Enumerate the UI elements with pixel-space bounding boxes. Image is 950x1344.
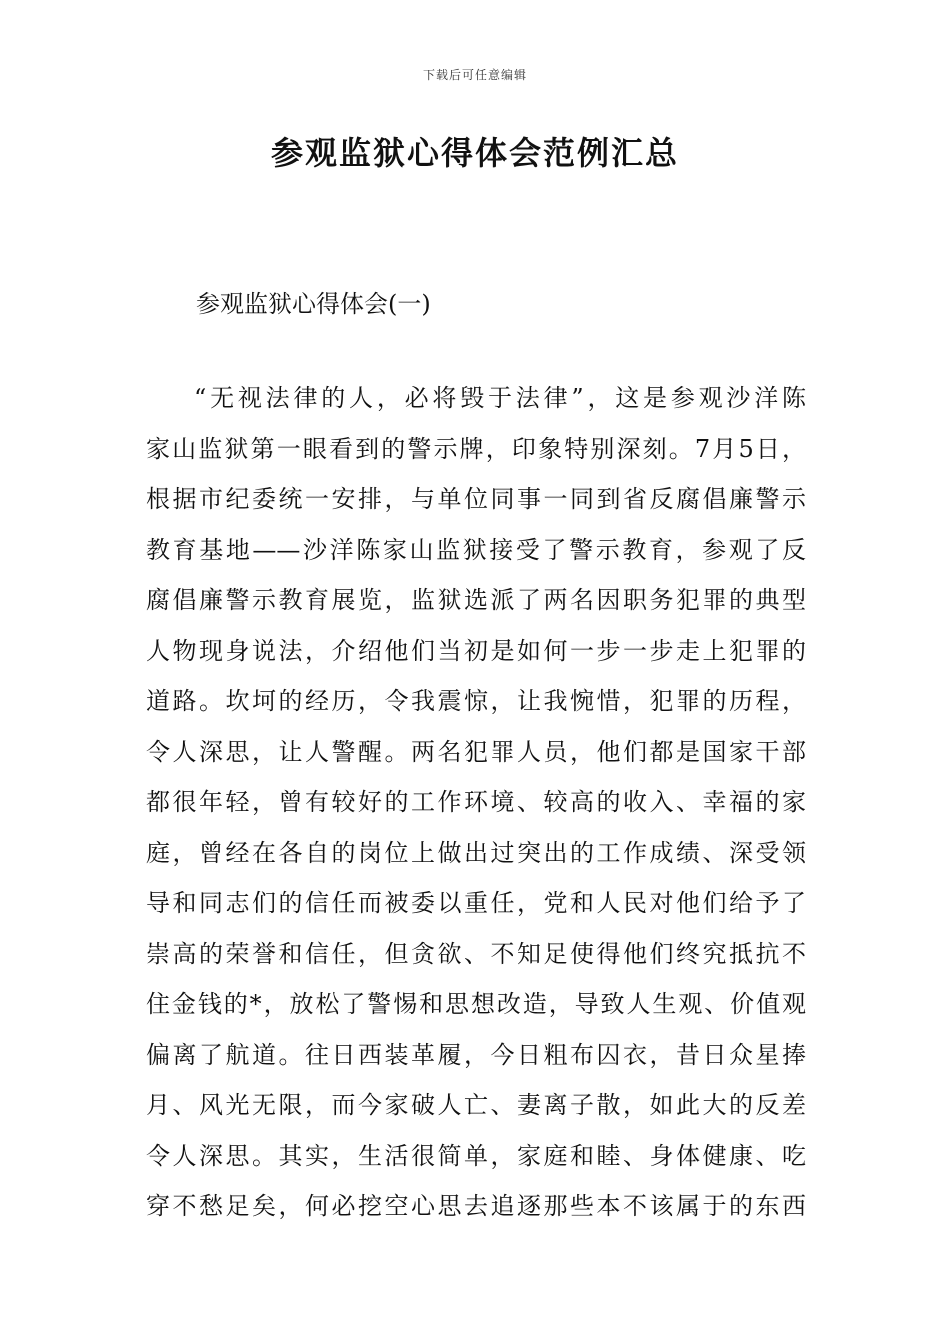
body-line: 道路。坎坷的经历，令我震惊，让我惋惜，犯罪的历程， (146, 687, 806, 715)
body-line: 庭，曾经在各自的岗位上做出过突出的工作成绩、深受领 (146, 838, 806, 867)
body-line: 腐倡廉警示教育展览，监狱选派了两名因职务犯罪的典型 (146, 586, 806, 614)
section-heading: 参观监狱心得体会(一) (196, 290, 431, 318)
body-line: 穿不愁足矣，何必挖空心思去追逐那些本不该属于的东西 (146, 1192, 806, 1220)
body-line: 根据市纪委统一安排，与单位同事一同到省反腐倡廉警示 (146, 485, 806, 513)
body-line: 都很年轻，曾有较好的工作环境、较高的收入、幸福的家 (146, 788, 806, 816)
body-line: 令人深思。其实，生活很简单，家庭和睦、身体健康、吃 (146, 1141, 806, 1170)
body-line: 偏离了航道。往日西装革履，今日粗布囚衣，昔日众星捧 (146, 1040, 806, 1069)
body-line: 令人深思，让人警醒。两名犯罪人员，他们都是国家干部 (146, 737, 806, 766)
body-line: “无视法律的人，必将毁于法律”，这是参观沙洋陈 (194, 384, 806, 412)
body-paragraph (146, 373, 806, 1232)
body-line: 家山监狱第一眼看到的警示牌，印象特别深刻。7月5日， (146, 434, 806, 463)
body-line: 住金钱的*，放松了警惕和思想改造，导致人生观、价值观 (146, 990, 806, 1018)
body-line: 月、风光无限，而今家破人亡、妻离子散，如此大的反差 (146, 1091, 806, 1119)
body-line: 教育基地——沙洋陈家山监狱接受了警示教育，参观了反 (146, 535, 806, 564)
header-note: 下载后可任意编辑 (422, 68, 527, 82)
body-line: 人物现身说法，介绍他们当初是如何一步一步走上犯罪的 (146, 636, 806, 665)
body-line: 崇高的荣誉和信任，但贪欲、不知足使得他们终究抵抗不 (146, 939, 806, 968)
body-line: 导和同志们的信任而被委以重任，党和人民对他们给予了 (146, 889, 806, 917)
document-title: 参观监狱心得体会范例汇总 (270, 134, 679, 172)
